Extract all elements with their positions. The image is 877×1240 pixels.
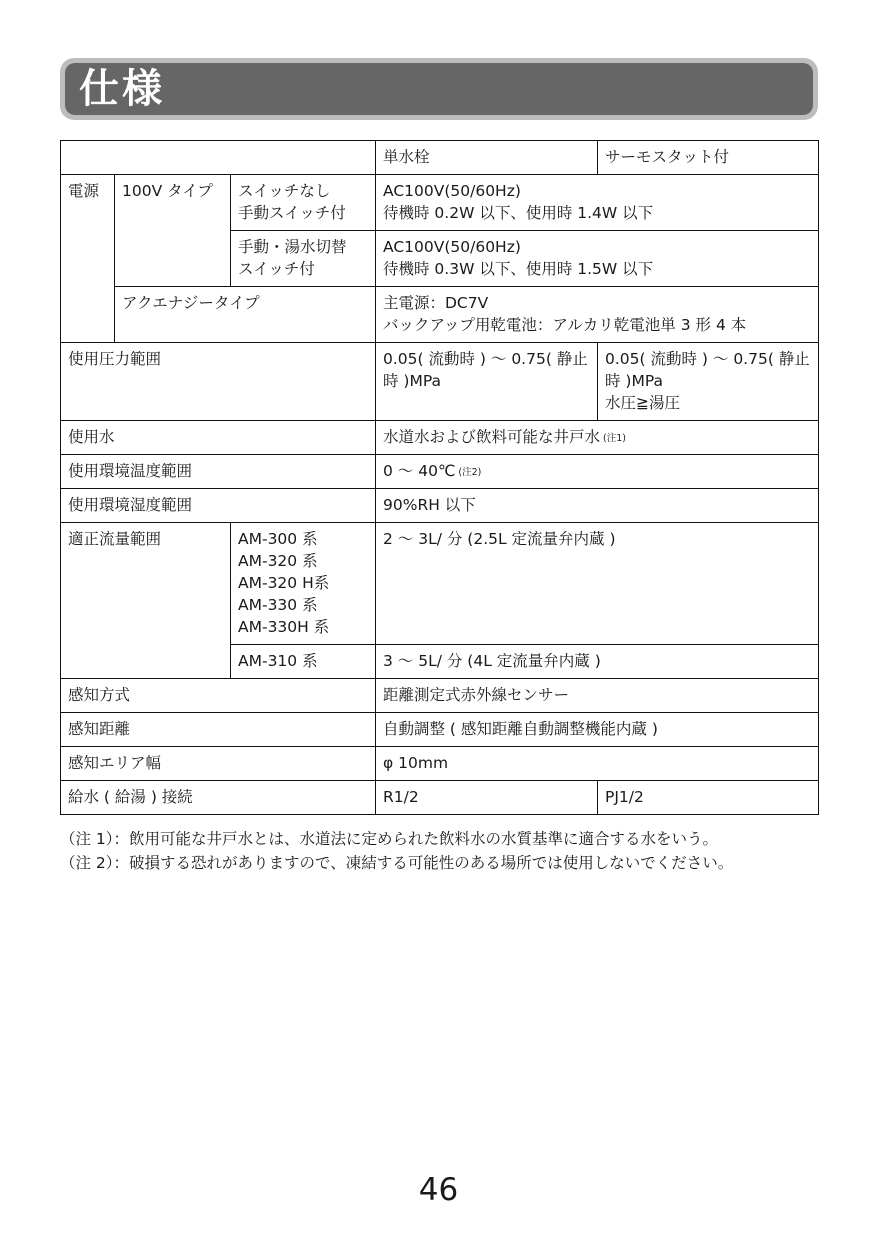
- row-label-ambient-temperature: 使用環境温度範囲: [61, 455, 376, 489]
- value-sensing-area-width: φ 10mm: [376, 747, 819, 781]
- specification-table: [60, 140, 819, 815]
- switchless-line2: 手動スイッチ付: [238, 204, 346, 222]
- value-sensing-method: 距離測定式赤外線センサー: [376, 679, 819, 713]
- page-title: 仕様: [79, 66, 165, 112]
- value-pressure-thermostat: [598, 343, 819, 421]
- value-pressure-single: 0.05( 流動時 ) ～ 0.75( 静止時 )MPa: [376, 343, 598, 421]
- footnote-1: [60, 828, 842, 851]
- table-row-ambient-temperature: [61, 455, 819, 489]
- table-row-sensing-distance: [61, 713, 819, 747]
- flow-model-2: AM-320 H系: [238, 574, 330, 592]
- row-label-manual-switch: [231, 231, 376, 287]
- table-row-sensing-area-width: [61, 747, 819, 781]
- table-row-sensing-method: [61, 679, 819, 713]
- pressure-thermostat-line2: 水圧≧湯圧: [605, 394, 680, 412]
- table-row-power-100v-switchless: [61, 175, 819, 231]
- ambient-temperature-text: 0 ～ 40℃: [383, 462, 456, 480]
- section-header-banner: [60, 58, 818, 120]
- value-flow-rate-group-b: 3 ～ 5L/ 分 (4L 定流量弁内蔵 ): [376, 645, 819, 679]
- value-power-manual-switch: [376, 231, 819, 287]
- value-connection-thermostat: PJ1/2: [598, 781, 819, 815]
- table-row-water-used: [61, 421, 819, 455]
- water-used-note-marker: (注1): [603, 433, 626, 444]
- page-number: 46: [418, 1172, 459, 1208]
- table-row-ambient-humidity: [61, 489, 819, 523]
- banner-inner: [65, 63, 813, 115]
- footnote-2-text: 破損する恐れがありますので、凍結する可能性のある場所では使用しないでください。: [129, 854, 734, 873]
- flow-models-group-a: [231, 523, 376, 645]
- row-label-sensing-area-width: 感知エリア幅: [61, 747, 376, 781]
- flow-model-0: AM-300 系: [238, 530, 318, 548]
- row-label-ambient-humidity: 使用環境湿度範囲: [61, 489, 376, 523]
- water-used-text: 水道水および飲料可能な井戸水: [383, 428, 601, 446]
- flow-model-4: AM-330H 系: [238, 618, 330, 636]
- row-label-power: 電源: [61, 175, 115, 343]
- row-label-pressure-range: 使用圧力範囲: [61, 343, 376, 421]
- pressure-thermostat-line1: 0.05( 流動時 ) ～ 0.75( 静止時 )MPa: [605, 350, 810, 390]
- manual-switch-value-line1: AC100V(50/60Hz): [383, 238, 521, 256]
- value-sensing-distance: 自動調整 ( 感知距離自動調整機能内蔵 ): [376, 713, 819, 747]
- footnote-2-label: （注 2）：: [60, 854, 130, 873]
- table-header-row: [61, 141, 819, 175]
- footnote-1-text: 飲用可能な井戸水とは、水道法に定められた飲料水の水質基準に適合する水をいう。: [129, 830, 719, 848]
- switchless-value-line1: AC100V(50/60Hz): [383, 182, 521, 200]
- value-ambient-humidity: 90%RH 以下: [376, 489, 819, 523]
- row-label-sensing-distance: 感知距離: [61, 713, 376, 747]
- flow-model-3: AM-330 系: [238, 596, 318, 614]
- table-row-pressure-range: [61, 343, 819, 421]
- switchless-value-line2: 待機時 0.2W 以下、使用時 1.4W 以下: [383, 204, 654, 222]
- value-water-used: [376, 421, 819, 455]
- value-ambient-temperature: [376, 455, 819, 489]
- manual-switch-value-line2: 待機時 0.3W 以下、使用時 1.5W 以下: [383, 260, 654, 278]
- manual-switch-line1: 手動・湯水切替: [238, 238, 347, 256]
- flow-model-1: AM-320 系: [238, 552, 318, 570]
- aqua-value-line1: 主電源：DC7V: [383, 294, 489, 312]
- row-label-switchless: [231, 175, 376, 231]
- row-label-flow-rate: 適正流量範囲: [61, 523, 231, 679]
- ambient-temperature-note-marker: (注2): [458, 467, 482, 478]
- table-row-water-connection: [61, 781, 819, 815]
- switchless-line1: スイッチなし: [238, 182, 331, 200]
- row-label-aqua-energy: アクエナジータイプ: [115, 287, 376, 343]
- header-single-faucet: 単水栓: [376, 141, 598, 175]
- table-row-flow-rate-group-a: [61, 523, 819, 645]
- value-flow-rate-group-a: 2 ～ 3L/ 分 (2.5L 定流量弁内蔵 ): [376, 523, 819, 645]
- row-label-water-used: 使用水: [61, 421, 376, 455]
- manual-switch-line2: スイッチ付: [238, 260, 315, 278]
- value-power-aqua-energy: [376, 287, 819, 343]
- footnote-1-label: （注 1）：: [60, 830, 130, 848]
- table-row-power-aqua-energy: [61, 287, 819, 343]
- footnote-2: [60, 852, 842, 875]
- row-label-100v-type: 100V タイプ: [115, 175, 231, 287]
- flow-models-group-b: AM-310 系: [231, 645, 376, 679]
- value-power-switchless: [376, 175, 819, 231]
- aqua-value-line2: バックアップ用乾電池：アルカリ乾電池単 3 形 4 本: [383, 316, 747, 334]
- header-blank-cell: [61, 141, 376, 175]
- value-connection-single: R1/2: [376, 781, 598, 815]
- row-label-water-connection: 給水 ( 給湯 ) 接続: [61, 781, 376, 815]
- row-label-sensing-method: 感知方式: [61, 679, 376, 713]
- footnotes-block: [60, 828, 842, 877]
- header-thermostat: サーモスタット付: [598, 141, 819, 175]
